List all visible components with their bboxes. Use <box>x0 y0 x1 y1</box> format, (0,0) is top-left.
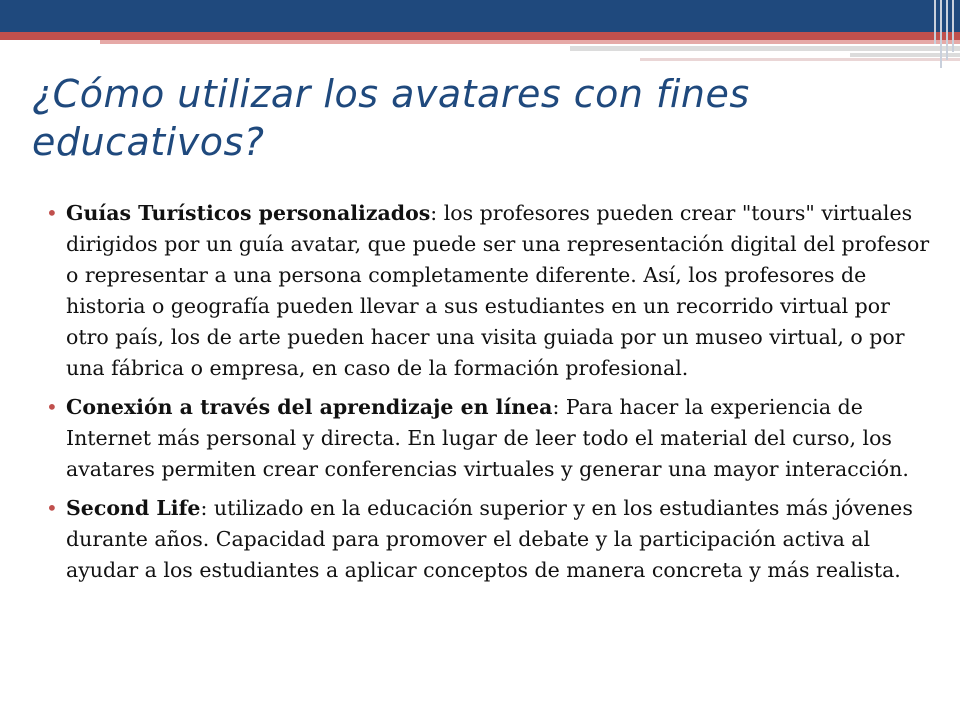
decorative-vertical-lines <box>932 0 960 68</box>
bullet-term: Conexión a través del aprendizaje en línea <box>66 395 553 419</box>
bullet-icon: • <box>46 496 58 520</box>
decorative-stripe <box>640 58 960 61</box>
bullet-text: : utilizado en la educación superior y en los estudiantes más jóvenes durante años. Capacidad para promover el debate y la participación activa al ayudar a los estudiantes a aplicar conceptos de manera concreta y más realista. <box>66 496 913 582</box>
bullet-item <box>46 198 930 384</box>
decorative-stripe <box>570 46 960 51</box>
bullet-term: Second Life <box>66 496 201 520</box>
bullet-icon: • <box>46 201 58 225</box>
bullet-term: Guías Turísticos personalizados <box>66 201 431 225</box>
bullet-icon: • <box>46 395 58 419</box>
bullet-text: : Para hacer la experiencia de Internet más personal y directa. En lugar de leer todo el material del curso, los avatares permiten crear conferencias virtuales y generar una mayor interacción. <box>66 395 909 481</box>
decorative-stripe <box>100 40 960 44</box>
bullet-item <box>46 493 930 586</box>
bullet-item <box>46 392 930 485</box>
header-accent-stripe <box>0 32 960 40</box>
header-band <box>0 0 960 32</box>
bullet-text: : los profesores pueden crear "tours" virtuales dirigidos por un guía avatar, que puede ser una representación digital del profesor o representar a una persona completamente diferente. Así, los profesores de historia o geografía pueden llevar a sus estudiantes en un recorrido virtual por otro país, los de arte pueden hacer una visita guiada por un museo virtual, o por una fábrica o empresa, en caso de la formación profesional. <box>66 201 930 380</box>
bullet-list <box>46 198 930 594</box>
slide-title: ¿Cómo utilizar los avatares con fines educativos? <box>32 72 750 164</box>
